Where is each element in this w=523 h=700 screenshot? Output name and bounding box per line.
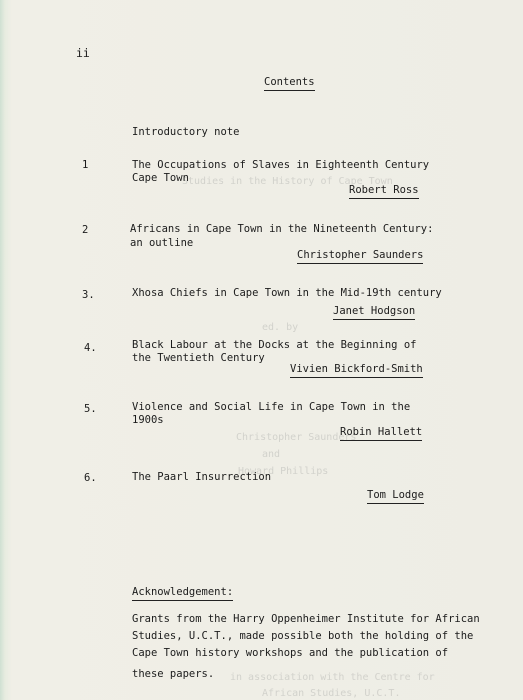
show-through-text: Studies in the History of Cape Town xyxy=(182,176,393,187)
show-through-text: African Studies, U.C.T. xyxy=(262,688,401,699)
entry-author: Janet Hodgson xyxy=(333,304,415,320)
entry-author: Christopher Saunders xyxy=(297,248,423,264)
entry-number: 1 xyxy=(82,159,89,171)
acknowledgement-line: Studies, U.C.T., made possible both the holding of the xyxy=(132,630,474,642)
entry-number: 2 xyxy=(82,224,89,236)
entry-author: Robert Ross xyxy=(349,183,419,199)
entry-title-line: an outline xyxy=(130,237,194,249)
entry-title-line: 1900s xyxy=(132,414,164,426)
entry-author: Tom Lodge xyxy=(367,488,424,504)
acknowledgement-line: these papers. xyxy=(132,668,215,680)
show-through-text: ed. by xyxy=(262,322,299,333)
entry-title-line: The Occupations of Slaves in Eighteenth Century xyxy=(132,159,430,171)
intro-note: Introductory note xyxy=(132,126,240,138)
entry-number: 4. xyxy=(84,342,97,354)
entry-title-line: Cape Town xyxy=(132,172,189,184)
entry-author: Robin Hallett xyxy=(340,425,422,441)
acknowledgement-line: Cape Town history workshops and the publication of xyxy=(132,647,449,659)
entry-author: Vivien Bickford-Smith xyxy=(290,362,423,378)
acknowledgement-heading: Acknowledgement: xyxy=(132,585,233,601)
show-through-text: Christopher Saunders xyxy=(236,432,357,443)
show-through-text: Howard Phillips xyxy=(238,466,329,477)
entry-title-line: Africans in Cape Town in the Nineteenth Century: xyxy=(130,223,434,235)
entry-title-line: the Twentieth Century xyxy=(132,352,265,364)
entry-number: 3. xyxy=(82,289,95,301)
contents-heading: Contents xyxy=(264,75,315,91)
show-through-text: and xyxy=(262,449,281,460)
show-through-text: in association with the Centre for xyxy=(230,672,435,683)
entry-title-line: Black Labour at the Docks at the Beginning of xyxy=(132,339,417,351)
acknowledgement-line: Grants from the Harry Oppenheimer Institute for African xyxy=(132,613,480,625)
entry-title-line: Violence and Social Life in Cape Town in the xyxy=(132,401,411,413)
entry-number: 6. xyxy=(84,472,97,484)
entry-number: 5. xyxy=(84,403,97,415)
page-number: ii xyxy=(76,46,90,60)
entry-title-line: Xhosa Chiefs in Cape Town in the Mid-19th century xyxy=(132,287,442,299)
entry-title-line: The Paarl Insurrection xyxy=(132,471,272,483)
